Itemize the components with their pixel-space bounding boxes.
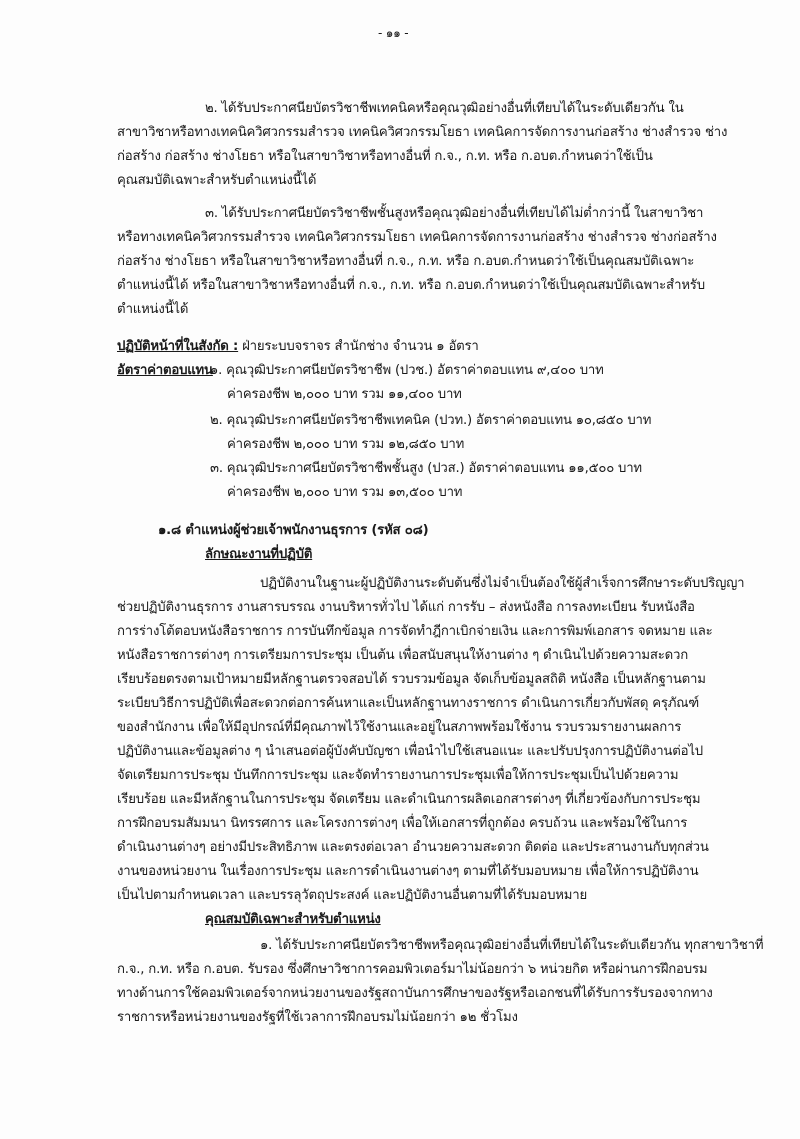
qualification-3-line-1: ๓. ได้รับประกาศนียบัตรวิชาชีพชั้นสูงหรือคุณวุฒิอย่างอื่นที่เทียบได้ไม่ต่ำกว่านี้ ในสาขาวิชา: [205, 206, 704, 221]
duties-line: ปฏิบัติงานและข้อมูลต่าง ๆ นำเสนอต่อผู้บังคับบัญชา เพื่อนำไปใช้เสนอแนะ และปรับปรุงการปฏิบัติงานต่อไป: [117, 744, 703, 759]
duties-line: ของสำนักงาน เพื่อให้มีอุปกรณ์ที่มีคุณภาพไว้ใช้งานและอยู่ในสภาพพร้อมใช้งาน รวบรวมรายงานผลการ: [117, 720, 682, 735]
qualification-3-line-2: หรือทางเทคนิควิศวกรรมสำรวจ เทคนิควิศวกรรมโยธา เทคนิคการจัดการงานก่อสร้าง ช่างสำรวจ ช่างก่อสร้าง: [117, 230, 717, 245]
qualification-line: ทางด้านการใช้คอมพิวเตอร์จากหน่วยงานของรัฐสถาบันการศึกษาของรัฐหรือเอกชนที่ได้รับการรับรองจากทาง: [117, 986, 713, 1001]
qualifications-heading: คุณสมบัติเฉพาะสำหรับตำแหน่ง: [205, 912, 381, 927]
qualification-3-line-4: ตำแหน่งนี้ได้ หรือในสาขาวิชาหรือทางอื่นที่ ก.จ., ก.ท. หรือ ก.อบต.กำหนดว่าใช้เป็นคุณสมบัติเฉพาะสำหรับ: [117, 278, 705, 293]
salary-item-3-line-2: ค่าครองชีพ ๒,๐๐๐ บาท รวม ๑๓,๕๐๐ บาท: [227, 485, 463, 500]
section-title: ๑.๘ ตำแหน่งผู้ช่วยเจ้าพนักงานธุรการ (รหัส ๐๘): [158, 523, 429, 538]
assignment-value: ฝ่ายระบบจราจร สำนักช่าง จำนวน ๑ อัตรา: [238, 339, 479, 354]
qualification-2-line-1: ๒. ได้รับประกาศนียบัตรวิชาชีพเทคนิคหรือคุณวุฒิอย่างอื่นที่เทียบได้ในระดับเดียวกัน ใน: [205, 101, 684, 116]
duties-heading: ลักษณะงานที่ปฏิบัติ: [205, 547, 313, 562]
duties-line: เรียบร้อยตรงตามเป้าหมายมีหลักฐานตรวจสอบได้ รวบรวมข้อมูล จัดเก็บข้อมูลสถิติ หนังสือ เป็นหลักฐานตาม: [117, 672, 706, 687]
salary-item-2-line-1: ๒. คุณวุฒิประกาศนียบัตรวิชาชีพเทคนิค (ปวท.) อัตราค่าตอบแทน ๑๐,๘๕๐ บาท: [210, 413, 652, 428]
duties-line: ดำเนินงานต่างๆ อย่างมีประสิทธิภาพ และตรงต่อเวลา อำนวยความสะดวก ติดต่อ และประสานงานกับทุกส่วน: [117, 840, 709, 855]
qualification-3-line-3: ก่อสร้าง ช่างโยธา หรือในสาขาวิชาหรือทางอื่นที่ ก.จ., ก.ท. หรือ ก.อบต.กำหนดว่าใช้เป็นคุณสมบัติเฉพาะ: [117, 254, 695, 269]
assignment-label: ปฏิบัติหน้าที่ในสังกัด :: [117, 339, 239, 354]
salary-item-3-line-1: ๓. คุณวุฒิประกาศนียบัตรวิชาชีพชั้นสูง (ปวส.) อัตราค่าตอบแทน ๑๑,๕๐๐ บาท: [210, 461, 642, 476]
duties-line: การร่างโต้ตอบหนังสือราชการ การบันทึกข้อมูล การจัดทำฎีกาเบิกจ่ายเงิน และการพิมพ์เอกสาร จดหมาย และ: [117, 624, 713, 639]
salary-label: อัตราค่าตอบแทน: [117, 363, 213, 378]
qualification-line: ราชการหรือหน่วยงานของรัฐที่ใช้เวลาการฝึกอบรมไม่น้อยกว่า ๑๒ ชั่วโมง: [117, 1010, 518, 1025]
duties-line: ระเบียบวิธีการปฏิบัติเพื่อสะดวกต่อการค้นหาและเป็นหลักฐานทางราชการ ดำเนินการเกี่ยวกับพัสดุ ครุภัณฑ์: [117, 696, 700, 711]
duties-line: เรียบร้อย และมีหลักฐานในการประชุม จัดเตรียม และดำเนินการผลิตเอกสารต่างๆ ที่เกี่ยวข้องกับการประชุม: [117, 792, 701, 807]
duties-line: การฝึกอบรมสัมมนา นิทรรศการ และโครงการต่างๆ เพื่อให้เอกสารที่ถูกต้อง ครบถ้วน และพร้อมใช้ในการ: [117, 816, 688, 831]
qualification-2-line-2: สาขาวิชาหรือทางเทคนิควิศวกรรมสำรวจ เทคนิควิศวกรรมโยธา เทคนิคการจัดการงานก่อสร้าง ช่างสำรวจ ช่าง: [117, 125, 728, 140]
qualification-3-line-5: ตำแหน่งนี้ได้: [117, 302, 189, 317]
duties-line: ปฏิบัติงานในฐานะผู้ปฏิบัติงานระดับต้นซึ่งไม่จำเป็นต้องใช้ผู้สำเร็จการศึกษาระดับปริญญา: [260, 576, 745, 591]
salary-item-1-line-2: ค่าครองชีพ ๒,๐๐๐ บาท รวม ๑๑,๔๐๐ บาท: [227, 387, 462, 402]
page-number: - ๑๑ -: [378, 26, 409, 40]
salary-item-2-line-2: ค่าครองชีพ ๒,๐๐๐ บาท รวม ๑๒,๘๕๐ บาท: [227, 437, 465, 452]
qualification-line: ก.จ., ก.ท. หรือ ก.อบต. รับรอง ซึ่งศึกษาวิชาการคอมพิวเตอร์มาไม่น้อยกว่า ๖ หน่วยกิต หรือผ่านการฝึกอบรม: [117, 962, 708, 977]
qualification-line: ๑. ได้รับประกาศนียบัตรวิชาชีพหรือคุณวุฒิอย่างอื่นที่เทียบได้ในระดับเดียวกัน ทุกสาขาวิชาที่: [260, 938, 764, 953]
duties-line: ช่วยปฏิบัติงานธุรการ งานสารบรรณ งานบริหารทั่วไป ได้แก่ การรับ – ส่งหนังสือ การลงทะเบียน รับหนังสือ: [117, 600, 695, 615]
duties-line: จัดเตรียมการประชุม บันทึกการประชุม และจัดทำรายงานการประชุมเพื่อให้การประชุมเป็นไปด้วยความ: [117, 768, 679, 783]
qualification-2-line-4: คุณสมบัติเฉพาะสำหรับตำแหน่งนี้ได้: [117, 173, 317, 188]
duties-line: เป็นไปตามกำหนดเวลา และบรรลุวัตถุประสงค์ และปฏิบัติงานอื่นตามที่ได้รับมอบหมาย: [117, 888, 588, 903]
salary-item-1-line-1: ๑. คุณวุฒิประกาศนียบัตรวิชาชีพ (ปวช.) อัตราค่าตอบแทน ๙,๔๐๐ บาท: [210, 363, 604, 378]
assignment-row: [117, 336, 479, 358]
duties-line: หนังสือราชการต่างๆ การเตรียมการประชุม เป็นต้น เพื่อสนับสนุนให้งานต่าง ๆ ดำเนินไปด้วยความสะดวก: [117, 648, 688, 663]
qualification-2-line-3: ก่อสร้าง ก่อสร้าง ช่างโยธา หรือในสาขาวิชาหรือทางอื่นที่ ก.จ., ก.ท. หรือ ก.อบต.กำหนดว่าใช้เป็น: [117, 149, 653, 164]
duties-line: งานของหน่วยงาน ในเรื่องการประชุม และการดำเนินงานต่างๆ ตามที่ได้รับมอบหมาย เพื่อให้การปฏิบัติงาน: [117, 864, 699, 879]
